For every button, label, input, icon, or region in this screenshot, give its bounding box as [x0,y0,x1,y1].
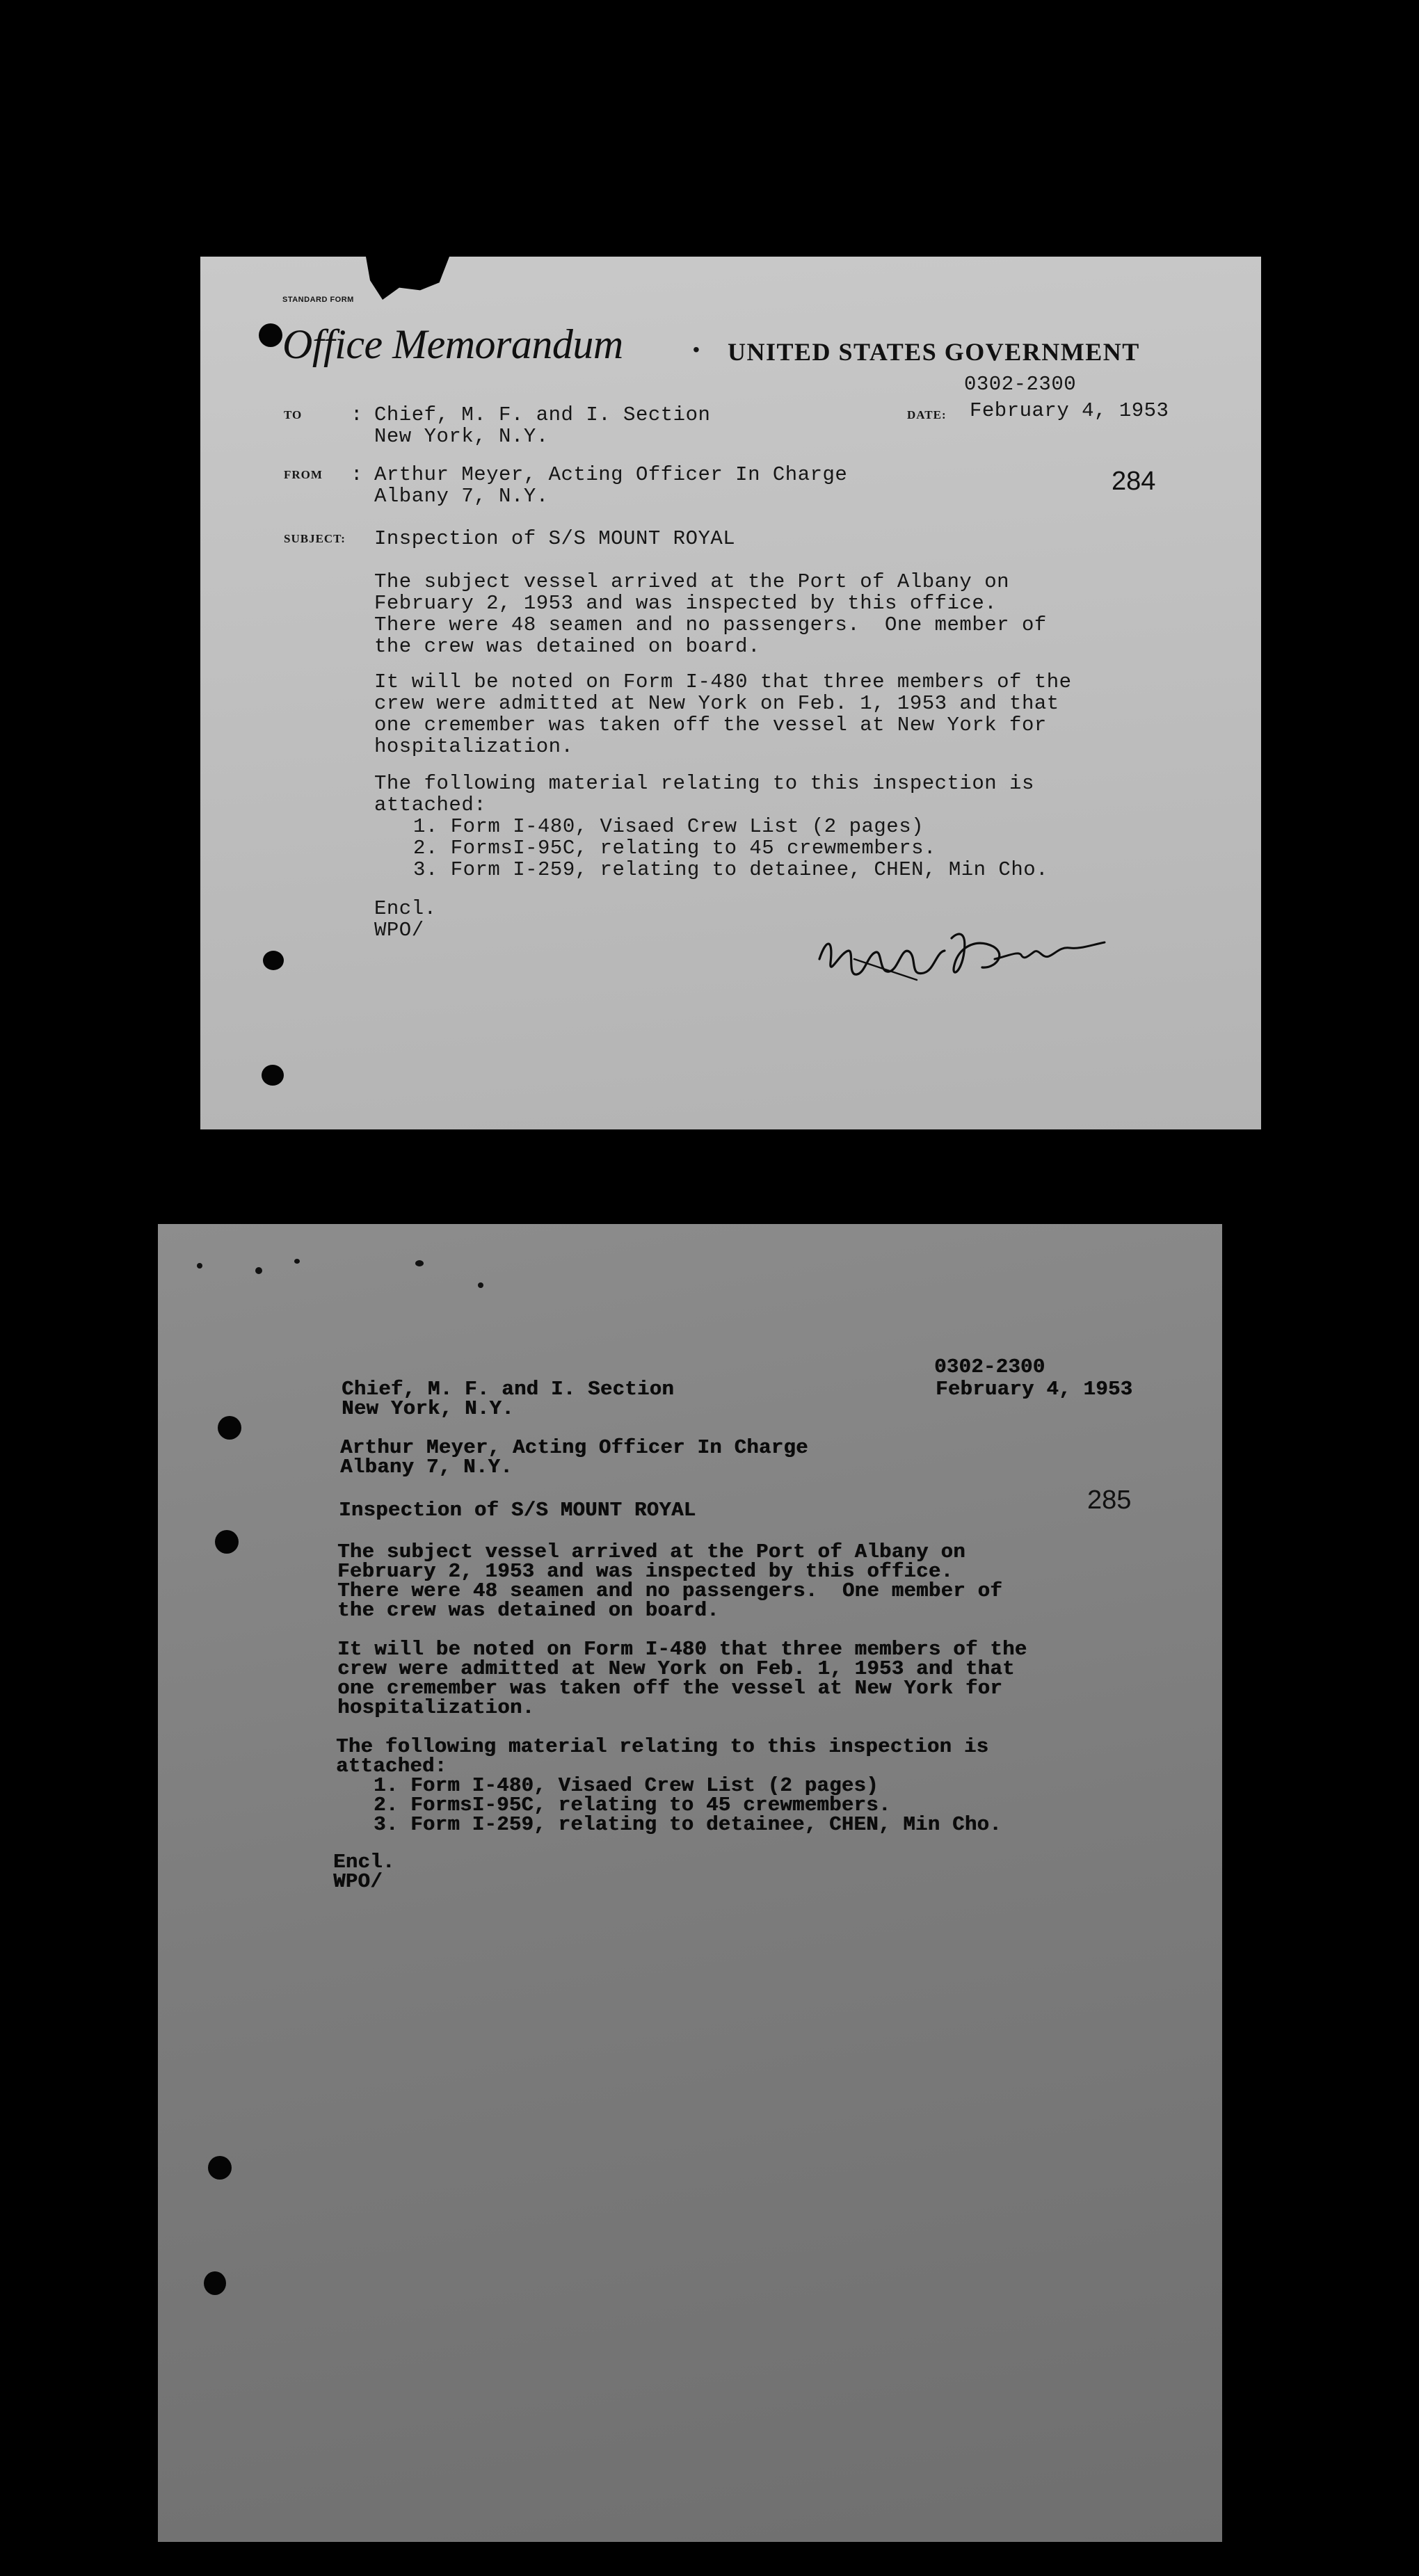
from-label: FROM [284,468,323,481]
body-line: The following material relating to this inspection is [336,1735,989,1758]
body-line: hospitalization. [337,1696,535,1719]
subject-label: SUBJECT: [284,532,346,545]
body-line: crew were admitted at New York on Feb. 1, 1953 and that [374,692,1059,715]
body-line: attached: [374,794,487,816]
speck [294,1259,300,1264]
body-line: attached: [336,1755,447,1778]
colon: : [351,403,363,426]
enclosure-item: 2. FormsI-95C, relating to 45 crewmembers. [413,837,936,860]
body-line: There were 48 seamen and no passengers. One member of [337,1579,1002,1602]
body-line: It will be noted on Form I-480 that three members of the [337,1638,1027,1661]
enclosure-item: 1. Form I-480, Visaed Crew List (2 pages) [374,1774,879,1797]
body-line: one cremember was taken off the vessel at New York for [374,714,1047,736]
enclosure-note: Encl. [333,1851,395,1874]
enclosure-item: 3. Form I-259, relating to detainee, CHEN, Min Cho. [374,1813,1002,1836]
body-line: the crew was detained on board. [374,635,760,658]
enclosure-item: 1. Form I-480, Visaed Crew List (2 pages) [413,815,924,838]
enclosure-item: 2. FormsI-95C, relating to 45 crewmembers. [374,1794,891,1817]
to-line-1: Chief, M. F. and I. Section [374,403,711,426]
memo-title: Office Memorandum [282,321,623,367]
speck [255,1267,262,1274]
speck [415,1260,424,1266]
punch-hole [204,2271,226,2295]
body-line: February 2, 1953 and was inspected by this office. [337,1560,954,1583]
body-line: crew were admitted at New York on Feb. 1, 1953 and that [337,1657,1015,1680]
punch-hole [215,1530,239,1554]
title-bullet: • [693,339,700,360]
typist-initials: WPO/ [374,919,424,942]
body-line: The subject vessel arrived at the Port of Albany on [337,1540,965,1563]
page-number: 285 [1087,1486,1132,1515]
speck [197,1263,202,1269]
enclosure-note: Encl. [374,897,437,920]
date-label: DATE: [907,408,947,421]
body-line: The following material relating to this inspection is [374,772,1034,795]
file-number: 0302-2300 [934,1355,1045,1378]
punch-hole [208,2156,232,2180]
from-line-2: Albany 7, N.Y. [374,485,549,508]
memo-date: February 4, 1953 [936,1378,1133,1401]
punch-hole [262,1065,284,1086]
punch-hole [218,1416,241,1440]
handwritten-signature [812,910,1119,1001]
body-line: the crew was detained on board. [337,1599,719,1622]
to-line-2: New York, N.Y. [342,1397,514,1420]
memo-page-carbon-copy [158,1224,1222,2542]
body-line: one cremember was taken off the vessel at New York for [337,1677,1002,1700]
body-line: hospitalization. [374,735,574,758]
punch-hole [263,951,284,970]
standard-form-label: STANDARD FORM [282,296,354,304]
from-line-1: Arthur Meyer, Acting Officer In Charge [374,463,848,486]
page-number: 284 [1112,467,1156,496]
memo-date: February 4, 1953 [970,399,1169,422]
colon: : [351,463,363,486]
memo-page-original [200,257,1261,1129]
to-label: TO [284,408,303,421]
from-line-2: Albany 7, N.Y. [340,1456,513,1479]
body-line: The subject vessel arrived at the Port of Albany on [374,570,1010,593]
to-line-2: New York, N.Y. [374,425,549,448]
file-number: 0302-2300 [964,373,1077,396]
subject-line: Inspection of S/S MOUNT ROYAL [374,527,736,550]
to-line-1: Chief, M. F. and I. Section [342,1378,674,1401]
subject-line: Inspection of S/S MOUNT ROYAL [339,1499,696,1522]
enclosure-item: 3. Form I-259, relating to detainee, CHEN, Min Cho. [413,858,1049,881]
body-line: It will be noted on Form I-480 that three members of the [374,670,1072,693]
torn-corner [366,257,449,300]
punch-hole [259,323,282,347]
speck [478,1282,483,1288]
from-line-1: Arthur Meyer, Acting Officer In Charge [340,1436,808,1459]
body-line: February 2, 1953 and was inspected by this office. [374,592,997,615]
body-line: There were 48 seamen and no passengers. One member of [374,613,1047,636]
typist-initials: WPO/ [333,1870,383,1893]
government-heading: UNITED STATES GOVERNMENT [728,338,1140,366]
